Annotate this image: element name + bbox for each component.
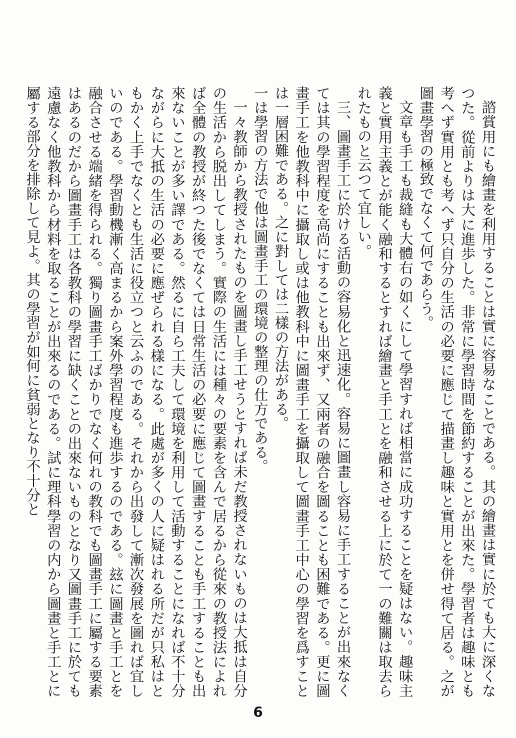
- page-number: 6: [253, 705, 263, 721]
- paragraph: 文章も手工も裁縫も大體右の如くにして學習すれば相當に成功することを疑はない。趣味主義と實用主義とが能く融和するとすれば繪畫と手工とを融和させる上に於て一の難關は取去られたものと云つて宜しい。: [355, 86, 414, 698]
- paragraph: 三、圖畫手工に於ける活動の容易化と迅速化。容易に圖畫し容易に手工することが出來なくては其の學習程度を高尚にすることも出來ず、又兩者の融合を圖ることも困難である。更に圖畫手工を他教科中に攝取し或は他教科中に圖畫手工を攝取して圖畫手工中心の學習を爲すことは一層困難である。之に對しては二樣の方法がある。: [272, 86, 352, 698]
- paragraph: 一々教師から教授されたものを圖畫し手工せうとすれば未だ教授されないものは大抵は自分の生活から脱出してしまう。實際の生活には種々の要素を含んで居るから從來の教授法によれば全體の教授が終つた後でなくては日常生活の必要に應じて圖畫することも手工することも出來ないことが多い譯である。然るに自ら工夫して環境を利用して活動することになれば不十分ながらに大抵の生活の必要に應ぜられる樣になる。此處が多くの人に疑はれる所だが只私はともかく上手でなくとも生活に役立つと云ふのである。それから出發して漸次發展を圖れば宜しいのである。學習動機漸く高まるから案外學習程度も進歩するのである。玆に圖畫と手工とを融合させる端緒を得られる。獨り圖畫手工ばかりでなく何れの教科でも圖畫手工に屬する要素はあるのだから圖畫手工は各教科の學習に缺くことの出來ないものとなり又圖畫手工に於ても遠慮なく他教科から材料を取ることが出來るのである。試に理科學習の内から圖畫と手工とに屬する部分を排除して見よ。其の學習が如何に貧弱となり不十分と: [24, 86, 248, 698]
- paragraph: 諮賞用にも繪畫を利用することは實に容易なことである。其の繪畫は實に於ても大に深くなつた。從前よりは大に進歩した。非常に學習時間を節約することが出來た。學習者は趣味とも考へず實用とも考へず只自分の生活の必要に應じて描畫し趣味と實用とを併せ得て居る。之が圖畫學習の極致でなくて何であらう。: [417, 86, 496, 698]
- paragraph: 一は學習の方法で他は圖畫手工の環境の整理の仕方である。: [252, 86, 269, 474]
- body-text: [24, 86, 498, 698]
